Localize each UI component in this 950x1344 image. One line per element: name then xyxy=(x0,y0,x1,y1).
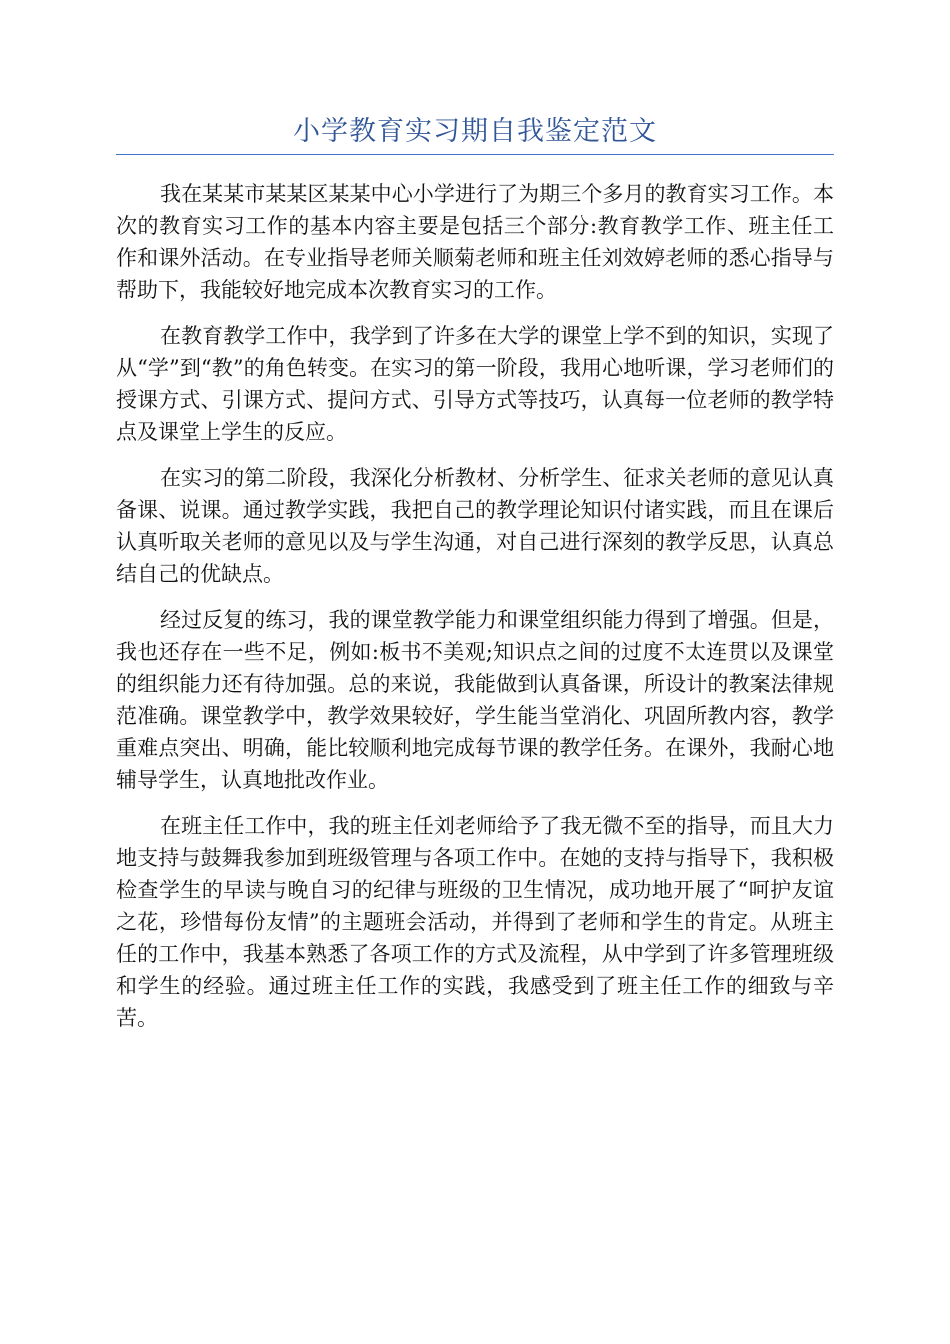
body-paragraph: 在教育教学工作中，我学到了许多在大学的课堂上学不到的知识，实现了从“学”到“教”的角色转变。在实习的第一阶段，我用心地听课，学习老师们的授课方式、引课方式、提问方式、引导方式等技巧，认真每一位老师的教学特点及课堂上学生的反应。 xyxy=(116,324,834,444)
body-paragraph: 经过反复的练习，我的课堂教学能力和课堂组织能力得到了增强。但是，我也还存在一些不足，例如:板书不美观;知识点之间的过度不太连贯以及课堂的组织能力还有待加强。总的来说，我能做到认真备课，所设计的教案法律规范准确。课堂教学中，教学效果较好，学生能当堂消化、巩固所教内容，教学重难点突出、明确，能比较顺利地完成每节课的教学任务。在课外，我耐心地辅导学生，认真地批改作业。 xyxy=(116,608,834,792)
document-body xyxy=(116,178,834,1048)
body-paragraph: 在班主任工作中，我的班主任刘老师给予了我无微不至的指导，而且大力地支持与鼓舞我参加到班级管理与各项工作中。在她的支持与指导下，我积极检查学生的早读与晚自习的纪律与班级的卫生情况，成功地开展了“呵护友谊之花，珍惜每份友情”的主题班会活动，并得到了老师和学生的肯定。从班主任的工作中，我基本熟悉了各项工作的方式及流程，从中学到了许多管理班级和学生的经验。通过班主任工作的实践，我感受到了班主任工作的细致与辛苦。 xyxy=(116,814,834,1030)
title-underline xyxy=(116,154,834,155)
body-paragraph: 我在某某市某某区某某中心小学进行了为期三个多月的教育实习工作。本次的教育实习工作的基本内容主要是包括三个部分:教育教学工作、班主任工作和课外活动。在专业指导老师关顺菊老师和班主任刘效婷老师的悉心指导与帮助下，我能较好地完成本次教育实习的工作。 xyxy=(116,182,834,302)
document-title: 小学教育实习期自我鉴定范文 xyxy=(293,116,657,147)
body-paragraph: 在实习的第二阶段，我深化分析教材、分析学生、征求关老师的意见认真备课、说课。通过教学实践，我把自己的教学理论知识付诸实践，而且在课后认真听取关老师的意见以及与学生沟通，对自己进行深刻的教学反思，认真总结自己的优缺点。 xyxy=(116,466,834,586)
